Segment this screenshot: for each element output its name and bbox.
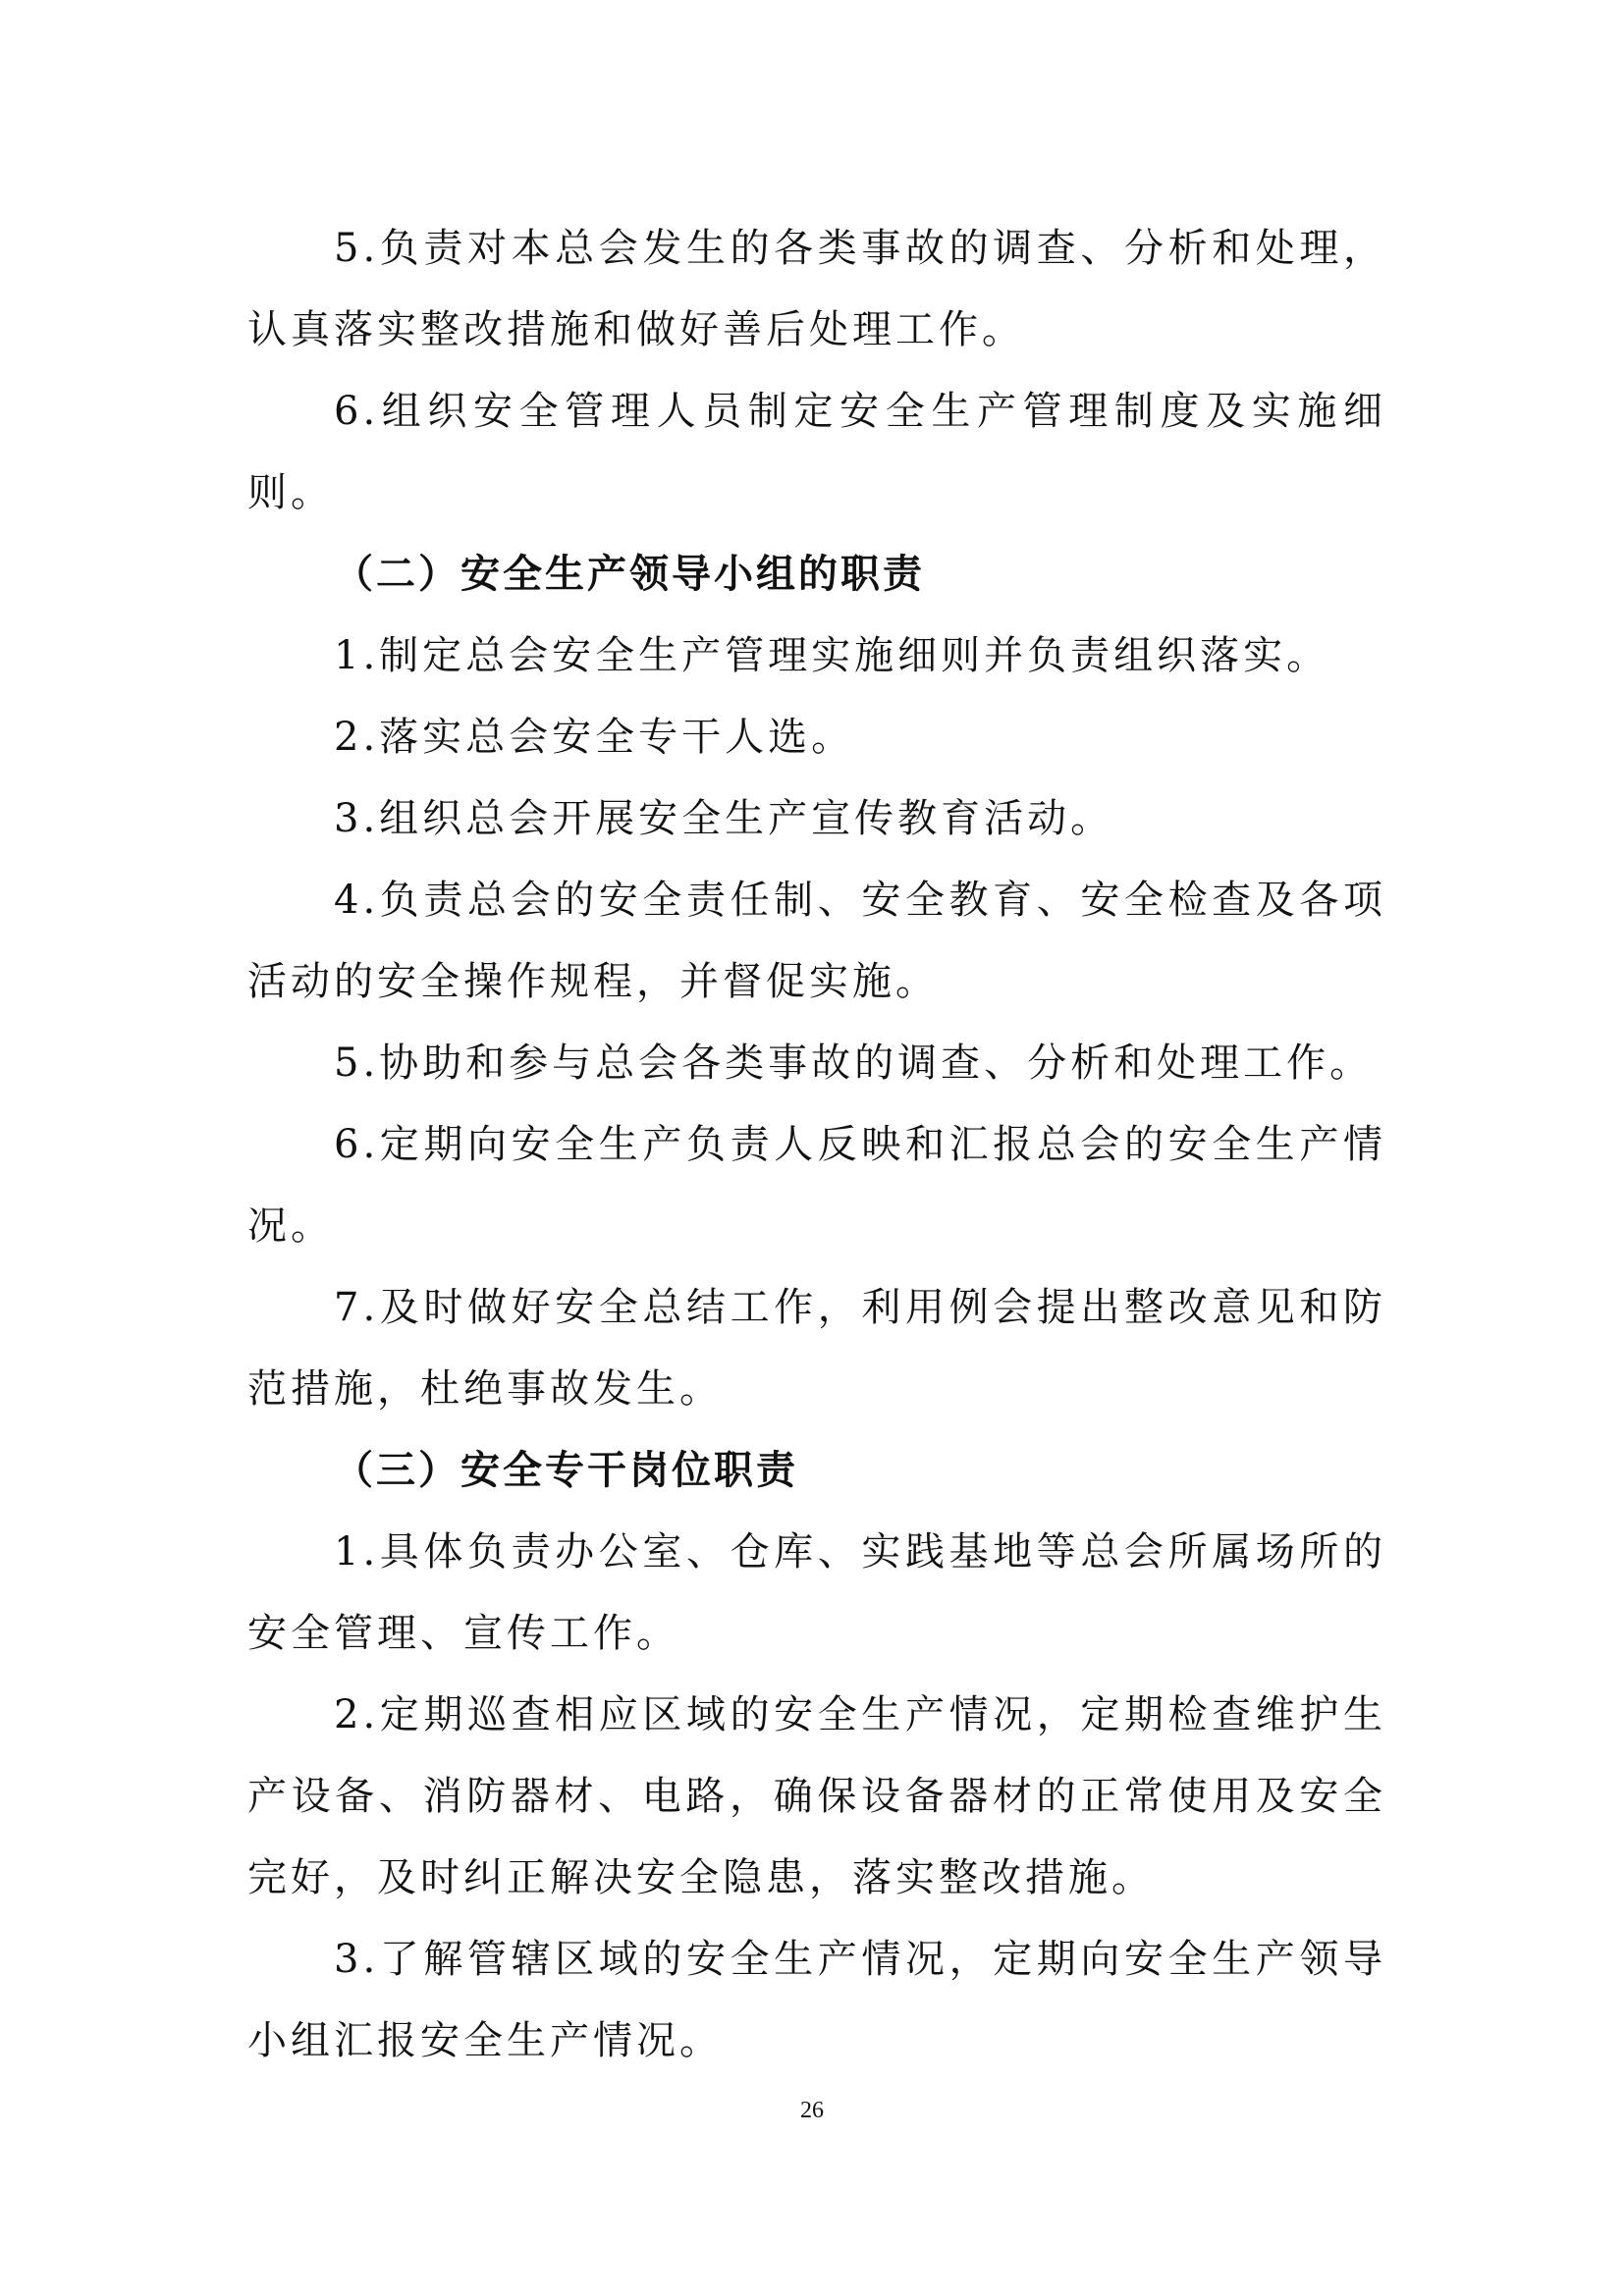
leadership-item-3: 3.组织总会开展安全生产宣传教育活动。: [334, 796, 1114, 841]
officer-item-2: 2.定期巡查相应区域的安全生产情况，定期检查维护生产设备、消防器材、电路，确保设备器材的正常使用及安全完好，及时纠正解决安全隐患，落实整改措施。: [247, 1692, 1386, 1900]
section-heading-safety-officer: （三）安全专干岗位职责: [334, 1448, 798, 1493]
document-body: [247, 208, 1386, 2082]
officer-item-1: 1.具体负责办公室、仓库、实践基地等总会所属场所的安全管理、宣传工作。: [247, 1529, 1386, 1656]
page-number: 26: [800, 2098, 824, 2123]
leadership-item-1: 1.制定总会安全生产管理实施细则并负责组织落实。: [334, 633, 1330, 678]
officer-item-3: 3.了解管辖区域的安全生产情况，定期向安全生产领导小组汇报安全生产情况。: [247, 1937, 1386, 2063]
section-heading-leadership-group: （二）安全生产领导小组的职责: [334, 552, 925, 597]
leadership-item-6: 6.定期向安全生产负责人反映和汇报总会的安全生产情况。: [247, 1122, 1386, 1249]
paragraph-duty-6: 6.组织安全管理人员制定安全生产管理制度及实施细则。: [247, 389, 1386, 515]
leadership-item-5: 5.协助和参与总会各类事故的调查、分析和处理工作。: [334, 1041, 1374, 1086]
leadership-item-4: 4.负责总会的安全责任制、安全教育、安全检查及各项活动的安全操作规程，并督促实施。: [247, 878, 1386, 1004]
paragraph-duty-5: 5.负责对本总会发生的各类事故的调查、分析和处理，认真落实整改措施和做好善后处理工作。: [247, 226, 1386, 352]
leadership-item-7: 7.及时做好安全总结工作，利用例会提出整改意见和防范措施，杜绝事故发生。: [247, 1285, 1386, 1412]
leadership-item-2: 2.落实总会安全专干人选。: [334, 715, 855, 760]
